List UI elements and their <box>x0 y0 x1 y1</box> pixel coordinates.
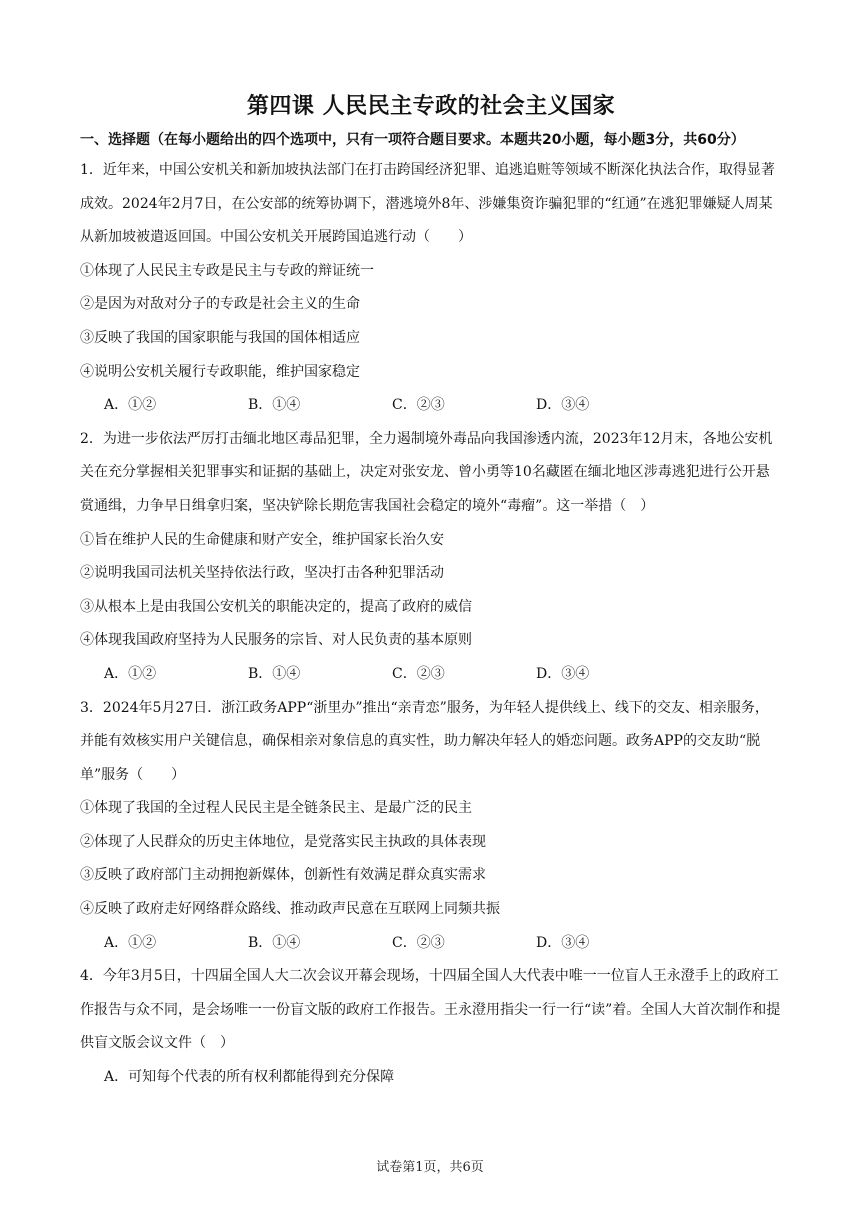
question-3 <box>80 692 782 961</box>
choice-a: A．可知每个代表的所有权利都能得到充分保障 <box>104 1069 395 1086</box>
section-heading: 一、选择题（在每小题给出的四个选项中，只有一项符合题目要求。本题共20小题，每小题3分，共60分） <box>80 132 745 148</box>
statement-option: ③反映了政府部门主动拥抱新媒体，创新性有效满足群众真实需求 <box>80 867 486 884</box>
choice-a: A．①② <box>104 665 157 682</box>
choice-c: C．②③ <box>392 934 445 951</box>
question-1 <box>80 154 782 423</box>
choice-c: C．②③ <box>392 397 445 414</box>
question-stem: 4．今年3月5日，十四届全国人大二次会议开幕会现场，十四届全国人大代表中唯一一位盲人王永澄手上的政府工作报告与众不同，是会场唯一一份盲文版的政府工作报告。王永澄用指尖一行一行“读”着。全国人大首次制作和提供盲文版会议文件（ ） <box>80 968 781 1052</box>
page-footer: 试卷第1页，共6页 <box>376 1160 484 1175</box>
choice-c: C．②③ <box>392 665 445 682</box>
question-4 <box>80 960 782 1094</box>
choice-a: A．①② <box>104 397 157 414</box>
statement-option: ②是因为对敌对分子的专政是社会主义的生命 <box>80 296 360 313</box>
statement-option: ①旨在维护人民的生命健康和财产安全，维护国家长治久安 <box>80 531 444 548</box>
choice-d: D．③④ <box>536 397 590 414</box>
question-2 <box>80 423 782 692</box>
question-stem: 2．为进一步依法严厉打击缅北地区毒品犯罪，全力遏制境外毒品向我国渗透内流，2023年12月末，各地公安机关在充分掌握相关犯罪事实和证据的基础上，决定对张安龙、曾小勇等10名藏匿在缅北地区涉毒逃犯进行公开悬赏通缉，力争早日缉拿归案，坚决铲除长期危害我国社会稳定的境外“毒瘤”。这一举措（ ） <box>80 430 773 514</box>
answer-choices <box>80 658 782 692</box>
choice-b: B．①④ <box>248 397 301 414</box>
choice-b: B．①④ <box>248 934 301 951</box>
question-stem: 1．近年来，中国公安机关和新加坡执法部门在打击跨国经济犯罪、追逃追赃等领域不断深化执法合作，取得显著成效。2024年2月7日，在公安部的统筹协调下，潜逃境外8年、涉嫌集资诈骗犯罪的“红通”在逃犯罪嫌疑人周某从新加坡被遣返回国。中国公安机关开展跨国追逃行动（ ） <box>80 162 775 246</box>
statement-option: ③从根本上是由我国公安机关的职能决定的，提高了政府的威信 <box>80 598 472 615</box>
statement-option: ①体现了我国的全过程人民民主是全链条民主、是最广泛的民主 <box>80 800 472 817</box>
statement-option: ④反映了政府走好网络群众路线、推动政声民意在互联网上同频共振 <box>80 901 500 918</box>
statement-option: ②说明我国司法机关坚持依法行政，坚决打击各种犯罪活动 <box>80 565 444 582</box>
page-title: 第四课 人民民主专政的社会主义国家 <box>246 94 616 119</box>
answer-choices <box>80 927 782 961</box>
choice-d: D．③④ <box>536 934 590 951</box>
statement-option: ③反映了我国的国家职能与我国的国体相适应 <box>80 329 360 346</box>
statement-option: ②体现了人民群众的历史主体地位，是党落实民主执政的具体表现 <box>80 833 486 850</box>
question-stem: 3．2024年5月27日．浙江政务APP“浙里办”推出“亲青恋”服务，为年轻人提供线上、线下的交友、相亲服务，并能有效核实用户关键信息，确保相亲对象信息的真实性，助力解决年轻人的婚恋问题。政务APP的交友助“脱单”服务（ ） <box>80 699 769 783</box>
statement-option: ④体现我国政府坚持为人民服务的宗旨、对人民负责的基本原则 <box>80 632 472 649</box>
statement-option: ①体现了人民民主专政是民主与专政的辩证统一 <box>80 262 374 279</box>
choice-a: A．①② <box>104 934 157 951</box>
choice-d: D．③④ <box>536 665 590 682</box>
choice-b: B．①④ <box>248 665 301 682</box>
statement-option: ④说明公安机关履行专政职能，维护国家稳定 <box>80 363 360 380</box>
answer-choices <box>80 389 782 423</box>
